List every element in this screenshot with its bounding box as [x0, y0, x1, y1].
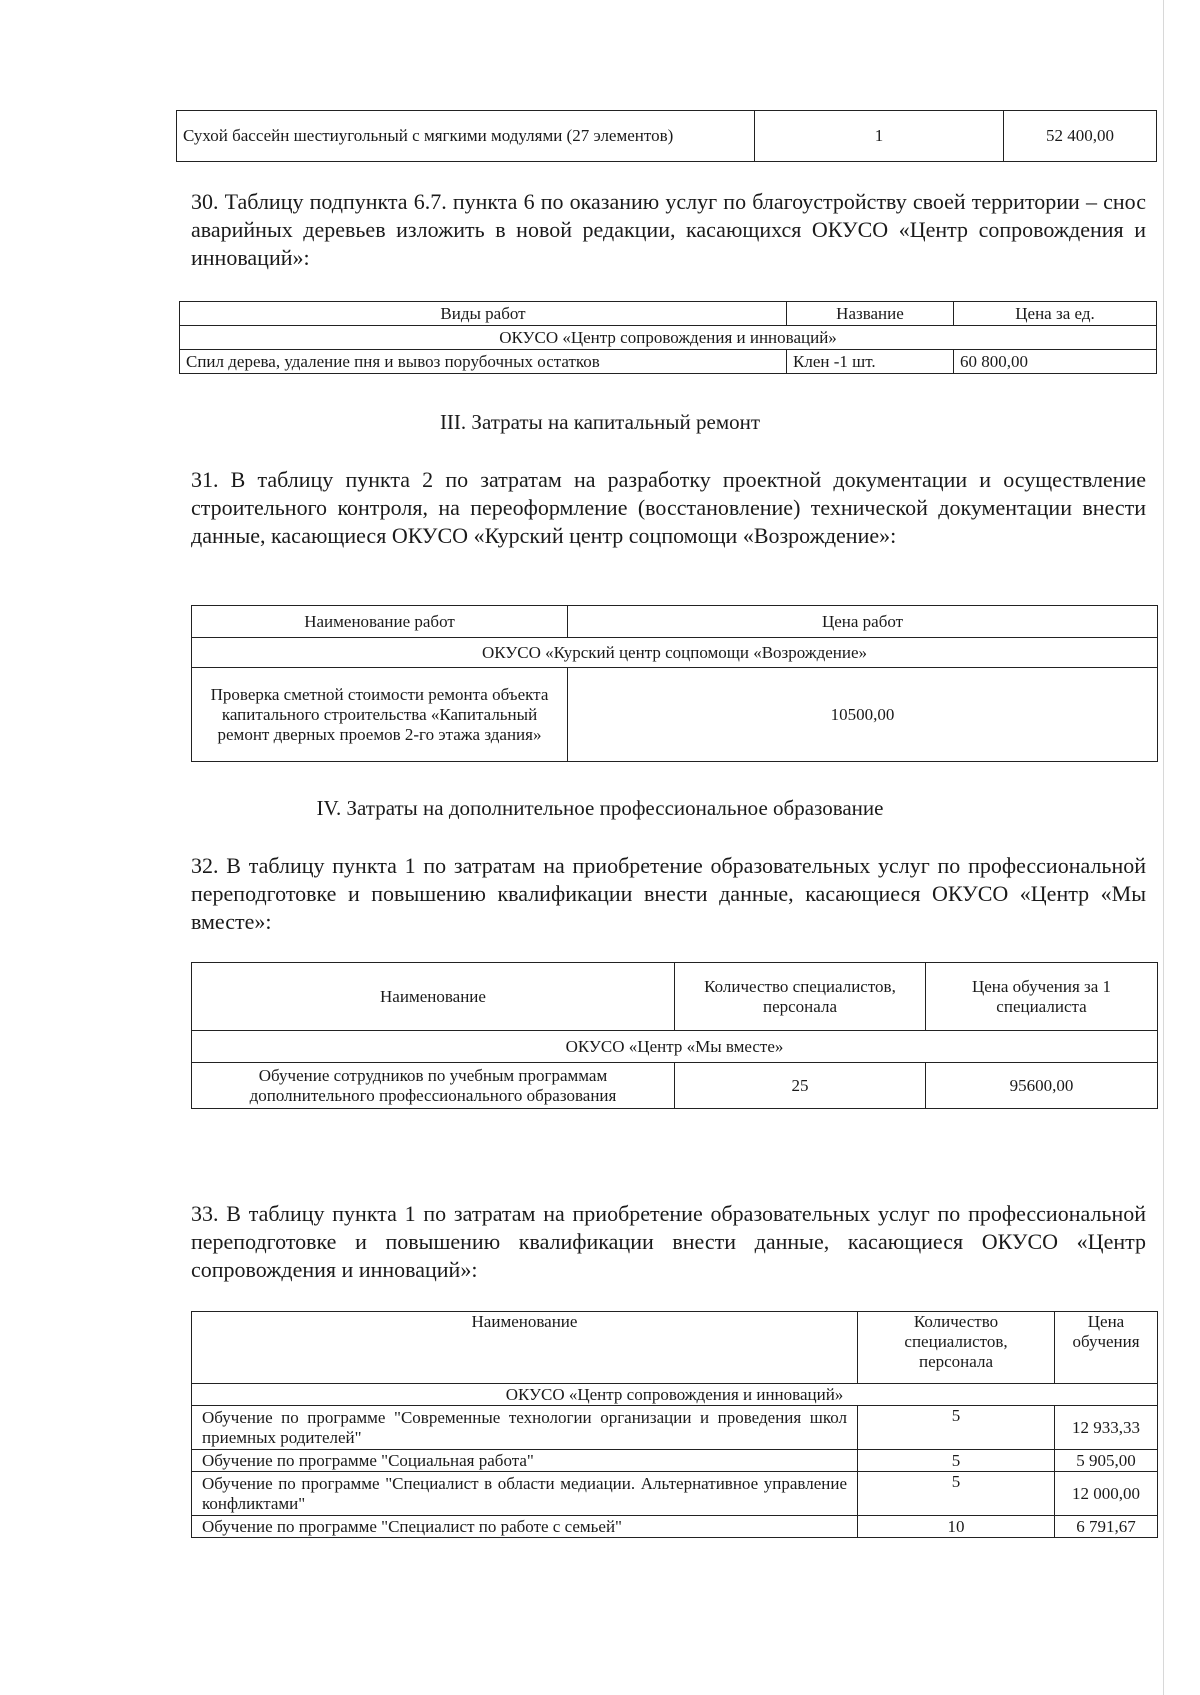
- paragraph-32: 32. В таблицу пункта 1 по затратам на приобретение образовательных услуг по профессиональной переподготовке и повышению квалификации внести данные, касающиеся ОКУСО «Центр «Мы вместе»:: [191, 853, 1146, 934]
- paragraph-33: 33. В таблицу пункта 1 по затратам на приобретение образовательных услуг по профессиональной переподготовке и повышению квалификации внести данные, касающиеся ОКУСО «Центр сопровождения и инноваций»:: [191, 1201, 1146, 1282]
- course-cell: Обучение по программе "Современные технологии организации и проведения школ приемных родителей": [192, 1406, 858, 1450]
- count-cell: 10: [858, 1516, 1055, 1538]
- price-cell: 10500,00: [568, 668, 1158, 762]
- header-cell: Название: [787, 302, 954, 326]
- table-row: [177, 111, 1157, 162]
- paragraph-30: 30. Таблицу подпункта 6.7. пункта 6 по оказанию услуг по благоустройству своей территории – снос аварийных деревьев изложить в новой редакции, касающихся ОКУСО «Центр сопровождения и инноваций»:: [191, 189, 1146, 270]
- scan-edge-line: [1163, 0, 1164, 1695]
- course-cell: Обучение сотрудников по учебным программам дополнительного профессионального образования: [192, 1063, 675, 1109]
- price-cell: 52 400,00: [1004, 111, 1157, 162]
- table-row: [180, 350, 1157, 374]
- table-33: [191, 1311, 1158, 1538]
- course-cell: Обучение по программе "Специалист по работе с семьей": [192, 1516, 858, 1538]
- count-cell: 5: [858, 1472, 1055, 1516]
- header-cell: Цена работ: [568, 606, 1158, 638]
- header-cell: Цена обучения за 1 специалиста: [926, 963, 1158, 1031]
- header-cell: Виды работ: [180, 302, 787, 326]
- org-cell: ОКУСО «Центр сопровождения и инноваций»: [192, 1384, 1158, 1406]
- quantity-cell: 1: [755, 111, 1004, 162]
- count-cell: 5: [858, 1406, 1055, 1450]
- header-cell: Наименование: [192, 1312, 858, 1384]
- work-cell: Проверка сметной стоимости ремонта объекта капитального строительства «Капитальный ремонт дверных проемов 2-го этажа здания»: [192, 668, 568, 762]
- header-cell: Наименование работ: [192, 606, 568, 638]
- section-heading-4: IV. Затраты на дополнительное профессиональное образование: [316, 796, 884, 820]
- table-row: [192, 1063, 1158, 1109]
- header-cell: Количество специалистов, персонала: [675, 963, 926, 1031]
- price-cell: 6 791,67: [1055, 1516, 1158, 1538]
- table-row: [192, 668, 1158, 762]
- price-cell: 95600,00: [926, 1063, 1158, 1109]
- org-cell: ОКУСО «Курский центр соцпомощи «Возрождение»: [192, 638, 1158, 668]
- table-header-row: [192, 963, 1158, 1031]
- section-heading-3: III. Затраты на капитальный ремонт: [439, 410, 761, 434]
- price-cell: 5 905,00: [1055, 1450, 1158, 1472]
- table-row: [192, 1406, 1158, 1450]
- org-row: [192, 1031, 1158, 1063]
- org-row: [192, 638, 1158, 668]
- course-cell: Обучение по программе "Социальная работа": [192, 1450, 858, 1472]
- price-cell: 12 000,00: [1055, 1472, 1158, 1516]
- table-row: [192, 1516, 1158, 1538]
- paragraph-31: 31. В таблицу пункта 2 по затратам на разработку проектной документации и осуществление строительного контроля, на переоформление (восстановление) технической документации внести данные, касающиеся ОКУСО «Курский центр соцпомощи «Возрождение»:: [191, 467, 1146, 548]
- header-cell: Цена за ед.: [954, 302, 1157, 326]
- org-row: [192, 1384, 1158, 1406]
- item-name-cell: Сухой бассейн шестиугольный с мягкими модулями (27 элементов): [177, 111, 755, 162]
- org-cell: ОКУСО «Центр сопровождения и инноваций»: [180, 326, 1157, 350]
- table-header-row: [180, 302, 1157, 326]
- header-cell: Наименование: [192, 963, 675, 1031]
- count-cell: 25: [675, 1063, 926, 1109]
- org-row: [180, 326, 1157, 350]
- org-cell: ОКУСО «Центр «Мы вместе»: [192, 1031, 1158, 1063]
- table-31: [191, 605, 1158, 762]
- table-30: [179, 301, 1157, 374]
- table-row: [192, 1472, 1158, 1516]
- top-continuation-table: [176, 110, 1157, 162]
- header-cell: Количество специалистов, персонала: [858, 1312, 1055, 1384]
- table-row: [192, 1450, 1158, 1472]
- table-header-row: [192, 606, 1158, 638]
- price-cell: 60 800,00: [954, 350, 1157, 374]
- work-cell: Спил дерева, удаление пня и вывоз порубочных остатков: [180, 350, 787, 374]
- header-cell: Цена обучения: [1055, 1312, 1158, 1384]
- price-cell: 12 933,33: [1055, 1406, 1158, 1450]
- table-32: [191, 962, 1158, 1109]
- course-cell: Обучение по программе "Специалист в области медиации. Альтернативное управление конфликтами": [192, 1472, 858, 1516]
- table-header-row: [192, 1312, 1158, 1384]
- name-cell: Клен -1 шт.: [787, 350, 954, 374]
- count-cell: 5: [858, 1450, 1055, 1472]
